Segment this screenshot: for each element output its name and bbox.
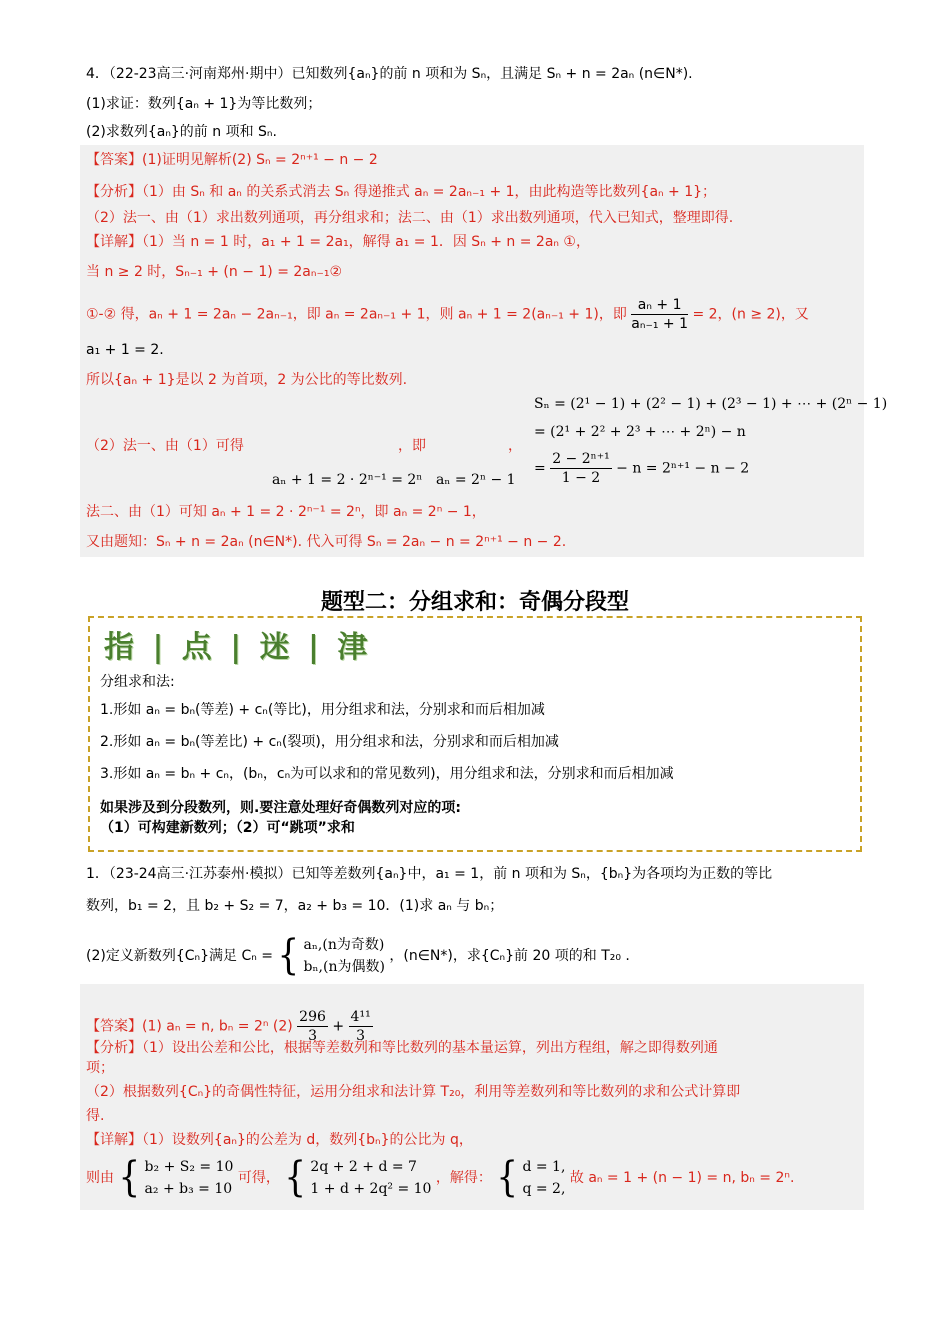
q1-line3-end: ，(n∈N*)，求{Cₙ}前 20 项的和 T₂₀ . [389, 948, 630, 964]
tips-intro: 分组求和法: [100, 674, 175, 690]
q1-ans-f2-den: 3 [356, 1028, 366, 1044]
q4-method1-eq1: aₙ + 1 = 2 · 2ⁿ⁻¹ = 2ⁿ [272, 472, 423, 488]
q1-system2-brace: { [284, 1154, 306, 1202]
q1-sys1-eq2: a₂ + b₃ = 10 [144, 1181, 233, 1197]
q4-sum-line1: Sₙ = (2¹ − 1) + (2² − 1) + (2³ − 1) + ⋯ + (2ⁿ − 1) [534, 396, 888, 412]
q1-system1 [145, 1156, 234, 1200]
q4-detail-line3-text: ①-② 得，aₙ + 1 = 2aₙ − 2aₙ₋₁，即 aₙ = 2aₙ₋₁ + 1，则 aₙ + 1 = 2(aₙ₋₁ + 1)，即 [86, 306, 627, 323]
q4-detail-line1: 【详解】（1）当 n = 1 时，a₁ + 1 = 2a₁，解得 a₁ = 1．因 Sₙ + n = 2aₙ ①， [86, 234, 590, 250]
q4-detail-line3 [86, 296, 809, 333]
q1-case-odd: aₙ,(n为奇数) [303, 937, 385, 953]
q1-detail-line2 [86, 1156, 794, 1200]
q4-detail-line4: a₁ + 1 = 2. [86, 342, 164, 358]
q1-detail2-mid2: ，解得： [435, 1170, 492, 1186]
q1-system3 [522, 1156, 565, 1200]
q1-ans-f2-num: 4¹¹ [350, 1009, 371, 1025]
q1-statement-line1: 1．（23-24高三·江苏泰州·模拟）已知等差数列{aₙ}中，a₁ = 1，前 n 项和为 Sₙ，{bₙ}为各项均为正数的等比 [86, 866, 773, 882]
q1-ans-plus: + [332, 1018, 345, 1035]
q4-sum-fraction [550, 450, 612, 487]
q4-statement-line1: 4．（22-23高三·河南郑州·期中）已知数列{aₙ}的前 n 项和为 Sₙ，且满足 Sₙ + n = 2aₙ (n∈N*). [86, 66, 693, 82]
q1-detail-line1: 【详解】（1）设数列{aₙ}的公差为 d，数列{bₙ}的公比为 q， [86, 1132, 473, 1148]
q4-method1-mid: ，即 [398, 438, 426, 454]
q1-analysis-line2: （2）根据数列{Cₙ}的奇偶性特征，运用分组求和法计算 T₂₀，利用等差数列和等比数列的求和公式计算即 [86, 1084, 741, 1100]
q1-analysis-line1: 【分析】（1）设出公差和公比，根据等差数列和等比数列的基本量运算，列出方程组，解之即得数列通 [86, 1040, 718, 1056]
q4-sum-line2: = (2¹ + 2² + 2³ + ⋯ + 2ⁿ) − n [534, 424, 746, 440]
q1-system2 [310, 1156, 431, 1200]
q4-method1-eq2: aₙ = 2ⁿ − 1 [436, 472, 516, 488]
q4-ratio-denominator: aₙ₋₁ + 1 [631, 316, 688, 332]
q4-detail-line3-end: = 2，(n ≥ 2)，又 [692, 306, 809, 323]
q4-sum-frac-num: 2 − 2ⁿ⁺¹ [552, 451, 610, 467]
q4-sum-line3-end: − n = 2ⁿ⁺¹ − n − 2 [616, 460, 750, 477]
tips-header: 指 | 点 | 迷 | 津 [104, 630, 372, 665]
tips-note1: 如果涉及到分段数列，则.要注意处理好奇偶数列对应的项: [100, 800, 461, 816]
q4-detail-line2: 当 n ≥ 2 时，Sₙ₋₁ + (n − 1) = 2aₙ₋₁② [86, 264, 342, 280]
tips-item2: 2.形如 aₙ = bₙ(等差比) + cₙ(裂项)，用分组求和法，分别求和而后相加减 [100, 734, 559, 750]
q1-detail2-end: 故 aₙ = 1 + (n − 1) = n, bₙ = 2ⁿ. [569, 1170, 795, 1186]
q4-sum-line3: = $\frac{\text{2 − 2ⁿ⁺¹}}{1 - 2}$ − n = 2ⁿ⁺¹ − n − 2 [534, 451, 750, 486]
q4-method2-line1: 法二、由（1）可知 aₙ + 1 = 2 · 2ⁿ⁻¹ = 2ⁿ，即 aₙ = 2ⁿ − 1， [86, 504, 486, 520]
q1-statement-line2: 数列，b₁ = 2，且 b₂ + S₂ = 7，a₂ + b₃ = 10．(1)求 aₙ 与 bₙ； [86, 898, 504, 914]
q1-answer-text: 【答案】(1) aₙ = n, bₙ = 2ⁿ (2) [86, 1018, 293, 1035]
q4-statement-line2: (1)求证：数列{aₙ + 1}为等比数列； [86, 96, 322, 112]
q1-ans-f1-num: 296 [299, 1009, 326, 1025]
tips-note2: （1）可构建新数列；（2）可“跳项”求和 [100, 820, 355, 836]
q1-cases [304, 934, 385, 978]
q4-analysis-line2: （2）法一、由（1）求出数列通项，再分组求和；法二、由（1）求出数列通项，代入已知式，整理即得. [86, 210, 734, 226]
q1-detail2-pre: 则由 [86, 1170, 114, 1186]
q1-analysis-line2b: 得. [86, 1108, 105, 1124]
q4-method1-end: ， [508, 438, 522, 454]
q1-sys3-eq2: q = 2, [522, 1181, 566, 1197]
q1-sys2-eq1: 2q + 2 + d = 7 [310, 1159, 417, 1175]
q4-method2-line2: 又由题知：Sₙ + n = 2aₙ (n∈N*). 代入可得 Sₙ = 2aₙ − n = 2ⁿ⁺¹ − n − 2. [86, 534, 567, 550]
q4-ratio-fraction [631, 296, 688, 333]
q4-answer: 【答案】(1)证明见解析(2) Sₙ = 2ⁿ⁺¹ − n − 2 [86, 152, 378, 168]
section-title: 题型二：分组求和：奇偶分段型 [320, 590, 629, 615]
q4-method1-label: （2）法一、由（1）可得 [86, 438, 244, 454]
q1-line3-start: (2)定义新数列{Cₙ}满足 Cₙ = [86, 948, 273, 964]
q4-analysis-line1: 【分析】（1）由 Sₙ 和 aₙ 的关系式消去 Sₙ 得递推式 aₙ = 2aₙ₋₁ + 1，由此构造等比数列{aₙ + 1}； [86, 184, 717, 200]
tips-item3: 3.形如 aₙ = bₙ + cₙ，(bₙ，cₙ为可以求和的常见数列)，用分组求和法，分别求和而后相加减 [100, 766, 674, 782]
q1-case-even: bₙ,(n为偶数) [303, 959, 385, 975]
q4-statement-line3: (2)求数列{aₙ}的前 n 项和 Sₙ. [86, 124, 277, 140]
q1-sys1-eq1: b₂ + S₂ = 10 [144, 1159, 234, 1175]
q1-ans-f1-den: 3 [308, 1028, 317, 1044]
q1-statement-line3 [86, 934, 630, 978]
q4-sum-frac-den: 1 − 2 [561, 470, 601, 486]
q4-solution-panel [80, 145, 864, 557]
q1-sys3-eq1: d = 1, [522, 1159, 566, 1175]
q1-case-brace: { [277, 932, 300, 980]
q1-analysis-line1b: 项； [86, 1060, 114, 1076]
tips-item1: 1.形如 aₙ = bₙ(等差) + cₙ(等比)，用分组求和法，分别求和而后相加减 [100, 702, 545, 718]
q4-ratio-numerator: aₙ + 1 [631, 296, 688, 315]
q4-detail-line5: 所以{aₙ + 1}是以 2 为首项，2 为公比的等比数列. [86, 372, 408, 388]
q1-system3-brace: { [496, 1154, 519, 1202]
q1-system1-brace: { [118, 1154, 141, 1202]
q1-sys2-eq2: 1 + d + 2q² = 10 [310, 1181, 432, 1197]
q1-detail2-mid: 可得， [237, 1170, 280, 1186]
